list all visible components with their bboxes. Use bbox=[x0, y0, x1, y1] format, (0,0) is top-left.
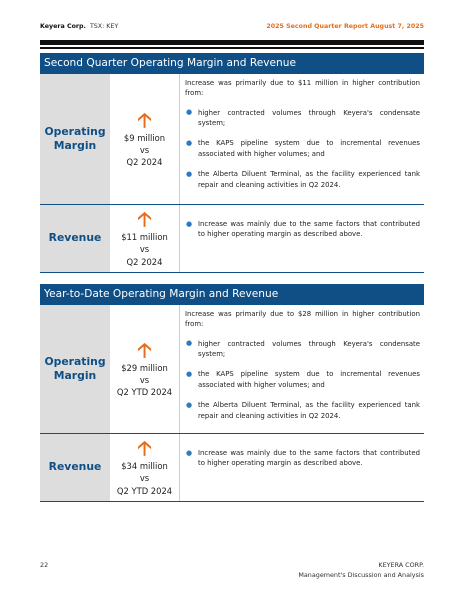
row-value bbox=[110, 74, 180, 204]
list-item: ● the Alberta Diluent Terminal, as the facility experienced tank repair and cleaning activities in Q2 2024. bbox=[186, 169, 420, 189]
footer-right bbox=[298, 561, 424, 580]
change-amount: $34 million bbox=[121, 461, 168, 472]
list-item: ● Increase was mainly due to the same factors that contributed to higher operating margin as described above. bbox=[186, 448, 420, 468]
section-title: Second Quarter Operating Margin and Revenue bbox=[40, 53, 424, 74]
row-value bbox=[110, 205, 180, 272]
list-item: ● the Alberta Diluent Terminal, as the facility experienced tank repair and cleaning activities in Q2 2024. bbox=[186, 400, 420, 420]
header-company: Keyera Corp. bbox=[40, 23, 86, 30]
change-vs: vs bbox=[139, 244, 150, 255]
change-amount: $9 million bbox=[123, 132, 166, 143]
comparison-period: Q2 2024 bbox=[126, 256, 163, 267]
row-label bbox=[40, 305, 110, 433]
header-report-title: 2025 Second Quarter Report August 7, 2025 bbox=[266, 23, 424, 30]
up-arrow-icon: 🡡 bbox=[137, 107, 152, 132]
header-ticker: TSX: KEY bbox=[89, 23, 119, 30]
section-q2 bbox=[40, 53, 424, 273]
page-header bbox=[40, 23, 424, 35]
row-description bbox=[180, 305, 424, 433]
description-intro: Increase was primarily due to $11 million in higher contribution from: bbox=[185, 79, 420, 98]
up-arrow-icon: 🡡 bbox=[137, 436, 152, 461]
row-label bbox=[40, 205, 110, 272]
section-ytd bbox=[40, 284, 424, 502]
bullet-icon: ● bbox=[186, 219, 193, 228]
change-vs: vs bbox=[139, 473, 150, 484]
row-label-line1: Revenue bbox=[48, 231, 102, 245]
row-label-line1: Operating bbox=[44, 354, 106, 368]
comparison-period: Q2 YTD 2024 bbox=[116, 387, 173, 398]
bullet-icon: ● bbox=[186, 339, 193, 348]
footer-company: KEYERA CORP. bbox=[378, 561, 424, 569]
page-number: 22 bbox=[40, 561, 49, 569]
bullet-icon: ● bbox=[186, 448, 193, 457]
list-item: ● higher contracted volumes through Keyera's condensate system; bbox=[186, 108, 420, 128]
change-vs: vs bbox=[139, 374, 150, 385]
row-label bbox=[40, 74, 110, 204]
description-bullets bbox=[185, 219, 420, 240]
list-item: ● the KAPS pipeline system due to incremental revenues associated with higher volumes; and bbox=[186, 369, 420, 389]
comparison-period: Q2 YTD 2024 bbox=[116, 485, 173, 496]
bullet-icon: ● bbox=[186, 169, 193, 178]
row-label-line1: Revenue bbox=[48, 460, 102, 474]
up-arrow-icon: 🡡 bbox=[137, 337, 152, 362]
row-label-line1: Operating bbox=[44, 124, 106, 138]
list-item: ● Increase was mainly due to the same factors that contributed to higher operating margin as described above. bbox=[186, 219, 420, 239]
change-amount: $11 million bbox=[121, 232, 168, 243]
description-intro: Increase was primarily due to $28 million in higher contribution from: bbox=[185, 310, 420, 329]
header-left bbox=[40, 23, 118, 30]
row-value bbox=[110, 434, 180, 501]
table-row-revenue bbox=[40, 434, 424, 502]
table-row-revenue bbox=[40, 205, 424, 273]
footer-section: Management's Discussion and Analysis bbox=[298, 570, 424, 579]
row-description bbox=[180, 434, 424, 501]
section-title: Year-to-Date Operating Margin and Revenue bbox=[40, 284, 424, 305]
bullet-icon: ● bbox=[186, 369, 193, 378]
bullet-icon: ● bbox=[186, 138, 193, 147]
row-value bbox=[110, 305, 180, 433]
description-bullets bbox=[185, 108, 420, 190]
bullet-icon: ● bbox=[186, 400, 193, 409]
header-rule-thick bbox=[40, 40, 424, 45]
table-row-operating-margin bbox=[40, 74, 424, 205]
row-description bbox=[180, 205, 424, 272]
row-label-line2: Margin bbox=[53, 139, 97, 152]
description-bullets bbox=[185, 448, 420, 469]
comparison-period: Q2 2024 bbox=[126, 157, 163, 168]
table-row-operating-margin bbox=[40, 305, 424, 434]
up-arrow-icon: 🡡 bbox=[137, 207, 152, 232]
list-item: ● the KAPS pipeline system due to incremental revenues associated with higher volumes; and bbox=[186, 138, 420, 158]
list-item: ● higher contracted volumes through Keyera's condensate system; bbox=[186, 339, 420, 359]
bullet-icon: ● bbox=[186, 108, 193, 117]
row-label-line2: Margin bbox=[53, 369, 97, 382]
change-amount: $29 million bbox=[121, 362, 168, 373]
row-description bbox=[180, 74, 424, 204]
change-vs: vs bbox=[139, 144, 150, 155]
description-bullets bbox=[185, 339, 420, 421]
row-label bbox=[40, 434, 110, 501]
header-rule-thin bbox=[40, 47, 424, 49]
